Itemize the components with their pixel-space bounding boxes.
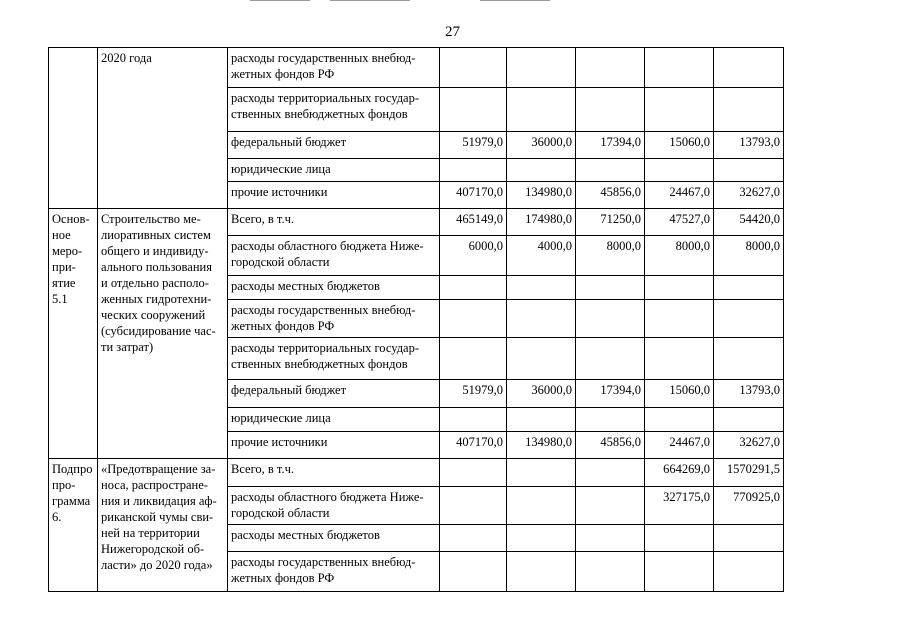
amount-cell: 47527,0 xyxy=(645,209,714,236)
amount-cell xyxy=(714,408,784,432)
amount-cell xyxy=(440,300,507,338)
amount-cell xyxy=(440,525,507,552)
amount-cell xyxy=(714,88,784,132)
amount-cell xyxy=(576,525,645,552)
amount-cell xyxy=(645,48,714,88)
measure-name-cell: 2020 года xyxy=(98,48,228,209)
amount-cell: 32627,0 xyxy=(714,432,784,459)
amount-cell xyxy=(645,338,714,380)
amount-cell xyxy=(507,159,576,182)
amount-cell xyxy=(576,338,645,380)
amount-cell: 13793,0 xyxy=(714,380,784,408)
amount-cell xyxy=(576,300,645,338)
amount-cell xyxy=(507,88,576,132)
amount-cell: 45856,0 xyxy=(576,182,645,209)
amount-cell xyxy=(714,159,784,182)
amount-cell xyxy=(507,338,576,380)
amount-cell: 8000,0 xyxy=(645,236,714,276)
amount-cell xyxy=(714,300,784,338)
amount-cell: 17394,0 xyxy=(576,380,645,408)
amount-cell xyxy=(576,88,645,132)
amount-cell xyxy=(645,159,714,182)
scan-artifact-line xyxy=(480,0,550,1)
amount-cell xyxy=(576,159,645,182)
funding-source-cell: расходы областного бюджета Ниже- городской области xyxy=(228,487,440,525)
amount-cell: 664269,0 xyxy=(645,459,714,487)
amount-cell: 13793,0 xyxy=(714,132,784,159)
amount-cell xyxy=(576,48,645,88)
amount-cell xyxy=(440,276,507,300)
amount-cell xyxy=(714,338,784,380)
scan-artifact-line xyxy=(330,0,410,1)
amount-cell: 770925,0 xyxy=(714,487,784,525)
amount-cell xyxy=(440,552,507,592)
amount-cell: 24467,0 xyxy=(645,182,714,209)
amount-cell xyxy=(507,459,576,487)
amount-cell: 15060,0 xyxy=(645,380,714,408)
amount-cell xyxy=(507,552,576,592)
budget-table xyxy=(48,47,784,592)
table-row xyxy=(49,48,784,88)
funding-source-cell: расходы территориальных государ- ственных внебюджетных фондов xyxy=(228,88,440,132)
amount-cell xyxy=(440,159,507,182)
amount-cell: 17394,0 xyxy=(576,132,645,159)
amount-cell xyxy=(714,525,784,552)
measure-code-cell xyxy=(49,48,98,209)
amount-cell: 134980,0 xyxy=(507,182,576,209)
amount-cell xyxy=(507,48,576,88)
amount-cell: 51979,0 xyxy=(440,132,507,159)
amount-cell xyxy=(645,276,714,300)
amount-cell xyxy=(440,459,507,487)
table-row xyxy=(49,209,784,236)
amount-cell: 4000,0 xyxy=(507,236,576,276)
amount-cell xyxy=(714,48,784,88)
page-number: 27 xyxy=(445,24,460,40)
amount-cell xyxy=(714,276,784,300)
measure-code-cell: Основ- ное меро- при- ятие 5.1 xyxy=(49,209,98,459)
funding-source-cell: расходы государственных внебюд- жетных фондов РФ xyxy=(228,300,440,338)
amount-cell: 407170,0 xyxy=(440,182,507,209)
amount-cell xyxy=(507,487,576,525)
amount-cell: 134980,0 xyxy=(507,432,576,459)
amount-cell: 71250,0 xyxy=(576,209,645,236)
table-row xyxy=(49,459,784,487)
amount-cell xyxy=(440,408,507,432)
amount-cell xyxy=(507,300,576,338)
amount-cell: 174980,0 xyxy=(507,209,576,236)
amount-cell: 36000,0 xyxy=(507,380,576,408)
amount-cell xyxy=(440,487,507,525)
amount-cell: 51979,0 xyxy=(440,380,507,408)
amount-cell: 6000,0 xyxy=(440,236,507,276)
funding-source-cell: расходы местных бюджетов xyxy=(228,525,440,552)
amount-cell: 54420,0 xyxy=(714,209,784,236)
scan-artifact-line xyxy=(250,0,310,1)
amount-cell xyxy=(440,338,507,380)
amount-cell: 15060,0 xyxy=(645,132,714,159)
amount-cell xyxy=(576,276,645,300)
amount-cell xyxy=(507,525,576,552)
table-body xyxy=(49,48,784,592)
funding-source-cell: Всего, в т.ч. xyxy=(228,459,440,487)
funding-source-cell: расходы местных бюджетов xyxy=(228,276,440,300)
amount-cell xyxy=(507,276,576,300)
funding-source-cell: юридические лица xyxy=(228,408,440,432)
measure-name-cell: Строительство ме- лиоративных систем общего и индивиду- ального пользования и отдельно располо- женных гидротехни- ческих сооружений (субсидирование час- ти затрат) xyxy=(98,209,228,459)
funding-source-cell: прочие источники xyxy=(228,432,440,459)
funding-source-cell: расходы областного бюджета Ниже- городской области xyxy=(228,236,440,276)
amount-cell: 8000,0 xyxy=(714,236,784,276)
amount-cell: 8000,0 xyxy=(576,236,645,276)
amount-cell: 36000,0 xyxy=(507,132,576,159)
funding-source-cell: расходы территориальных государ- ственных внебюджетных фондов xyxy=(228,338,440,380)
amount-cell xyxy=(576,408,645,432)
funding-source-cell: Всего, в т.ч. xyxy=(228,209,440,236)
amount-cell: 407170,0 xyxy=(440,432,507,459)
funding-source-cell: расходы государственных внебюд- жетных фондов РФ xyxy=(228,48,440,88)
funding-source-cell: прочие источники xyxy=(228,182,440,209)
amount-cell xyxy=(714,552,784,592)
amount-cell: 465149,0 xyxy=(440,209,507,236)
funding-source-cell: юридические лица xyxy=(228,159,440,182)
amount-cell xyxy=(440,48,507,88)
amount-cell xyxy=(645,88,714,132)
amount-cell xyxy=(645,525,714,552)
amount-cell xyxy=(576,487,645,525)
amount-cell xyxy=(576,552,645,592)
amount-cell xyxy=(645,408,714,432)
amount-cell: 32627,0 xyxy=(714,182,784,209)
amount-cell: 1570291,5 xyxy=(714,459,784,487)
funding-source-cell: расходы государственных внебюд- жетных фондов РФ xyxy=(228,552,440,592)
funding-source-cell: федеральный бюджет xyxy=(228,132,440,159)
amount-cell xyxy=(645,300,714,338)
measure-name-cell: «Предотвращение за- носа, распростране- ния и ликвидация аф- риканской чумы сви- ней на территории Нижегородской об- ласти» до 2020 года» xyxy=(98,459,228,592)
amount-cell: 45856,0 xyxy=(576,432,645,459)
measure-code-cell: Подпро про- грамма 6. xyxy=(49,459,98,592)
amount-cell xyxy=(507,408,576,432)
amount-cell xyxy=(576,459,645,487)
funding-source-cell: федеральный бюджет xyxy=(228,380,440,408)
amount-cell xyxy=(440,88,507,132)
amount-cell xyxy=(645,552,714,592)
amount-cell: 24467,0 xyxy=(645,432,714,459)
amount-cell: 327175,0 xyxy=(645,487,714,525)
